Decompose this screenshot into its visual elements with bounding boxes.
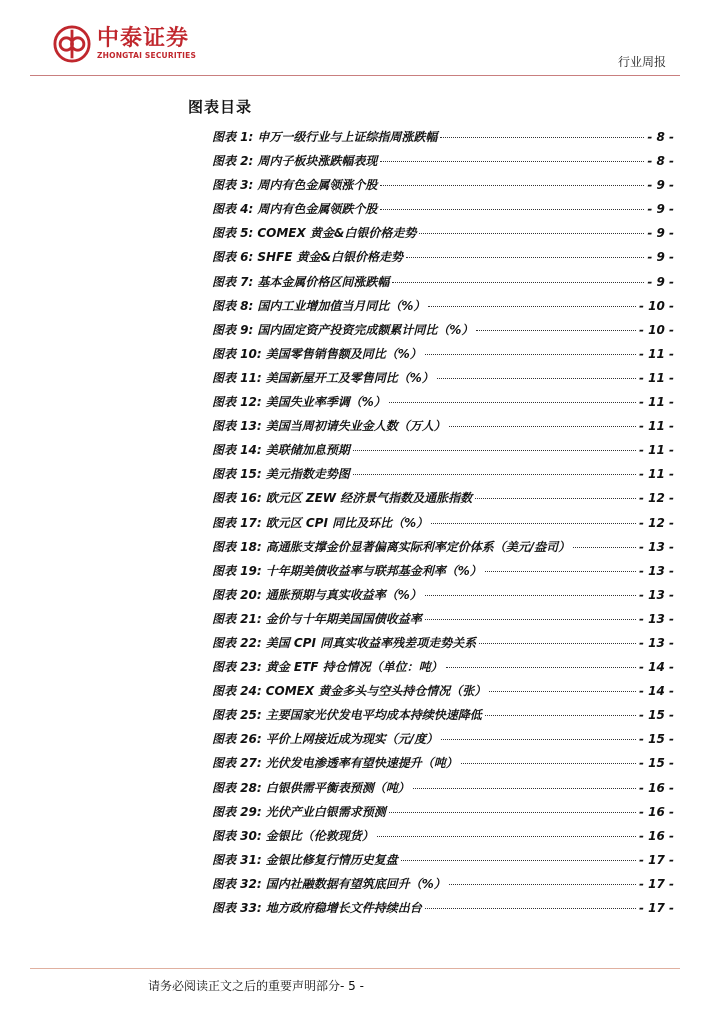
toc-entry-label: 图表 1: xyxy=(212,130,254,144)
toc-entry-page: - 16 - xyxy=(638,780,674,795)
toc-entry-title xyxy=(212,803,386,820)
toc-entry-label: 图表 20: xyxy=(212,587,262,602)
toc-entry-label: 图表 31: xyxy=(212,852,262,867)
toc-entry[interactable] xyxy=(212,538,674,562)
toc-entry-label: 图表 28: xyxy=(212,780,262,795)
toc-entry[interactable] xyxy=(212,754,674,778)
toc-entry-text: 申万一级行业与上证综指周涨跌幅 xyxy=(257,130,438,144)
toc-leader-dots xyxy=(449,884,636,885)
toc-leader-dots xyxy=(428,306,636,307)
toc-list xyxy=(212,128,674,923)
toc-leader-dots xyxy=(353,450,636,451)
toc-entry-text: 基本金属价格区间涨跌幅 xyxy=(257,274,390,289)
toc-entry[interactable] xyxy=(212,779,674,803)
toc-entry-page: - 15 - xyxy=(638,708,674,723)
toc-entry-text: 十年期美债收益率与联邦基金利率（%） xyxy=(265,563,482,578)
toc-entry-text: 欧元区 ZEW 经济景气指数及通胀指数 xyxy=(265,491,473,506)
toc-entry[interactable] xyxy=(212,248,674,272)
toc-entry-title xyxy=(212,658,443,675)
toc-entry-page: - 15 - xyxy=(638,756,674,771)
toc-leader-dots xyxy=(353,474,636,475)
toc-entry[interactable] xyxy=(212,297,674,321)
toc-entry-title xyxy=(212,754,458,771)
toc-entry[interactable] xyxy=(212,417,674,441)
toc-leader-dots xyxy=(380,161,644,162)
toc-entry-title xyxy=(212,465,350,482)
toc-entry-text: 金银比（伦敦现货） xyxy=(265,828,374,843)
toc-entry-page: - 11 - xyxy=(638,370,674,385)
toc-entry-page: - 13 - xyxy=(638,563,674,578)
toc-entry-page: - 12 - xyxy=(638,491,674,506)
toc-entry-label: 图表 27: xyxy=(212,756,262,771)
toc-entry-text: 金银比修复行情历史复盘 xyxy=(265,852,398,867)
toc-entry[interactable] xyxy=(212,152,674,176)
toc-entry-text: 美元指数走势图 xyxy=(265,467,350,482)
toc-entry-text: 周内子板块涨跌幅表现 xyxy=(257,154,378,169)
toc-entry-title xyxy=(212,610,422,627)
toc-entry-text: 美国失业率季调（%） xyxy=(265,395,386,410)
toc-entry-page: - 16 - xyxy=(638,804,674,819)
toc-entry[interactable] xyxy=(212,730,674,754)
toc-entry-title xyxy=(212,224,416,241)
toc-entry-title xyxy=(212,586,422,603)
report-type: 行业周报 xyxy=(618,55,667,69)
toc-entry-title xyxy=(212,369,434,386)
toc-leader-dots xyxy=(441,739,636,740)
toc-entry-title xyxy=(212,899,422,916)
toc-leader-dots xyxy=(440,137,644,138)
toc-entry-text: 平价上网接近成为现实（元/度） xyxy=(265,732,439,747)
toc-entry-text: 国内社融数据有望筑底回升（%） xyxy=(265,876,446,891)
toc-entry-page: - 11 - xyxy=(638,467,674,482)
toc-entry-text: 金价与十年期美国国债收益率 xyxy=(265,611,422,626)
toc-entry-label: 图表 23: xyxy=(212,660,262,675)
toc-entry-text: 国内工业增加值当月同比（%） xyxy=(257,298,426,313)
toc-leader-dots xyxy=(425,908,636,909)
toc-entry-title xyxy=(212,706,482,723)
toc-entry-label: 图表 32: xyxy=(212,876,262,891)
toc-entry-title xyxy=(212,417,446,434)
toc-leader-dots xyxy=(437,378,636,379)
toc-entry-text: 光伏发电渗透率有望快速提升（吨） xyxy=(265,756,458,771)
toc-entry[interactable] xyxy=(212,875,674,899)
toc-entry-label: 图表 33: xyxy=(212,901,262,915)
toc-entry-label: 图表 8: xyxy=(212,298,254,313)
toc-leader-dots xyxy=(485,571,636,572)
toc-entry-text: 光伏产业白银需求预测 xyxy=(265,804,386,819)
toc-entry[interactable] xyxy=(212,514,674,538)
toc-entry-label: 图表 24: xyxy=(212,684,262,699)
toc-entry-text: 周内有色金属领跌个股 xyxy=(257,202,378,217)
page-header xyxy=(0,0,724,80)
toc-entry-title xyxy=(212,875,446,892)
toc-entry-label: 图表 30: xyxy=(212,828,262,843)
toc-entry-title xyxy=(212,538,570,555)
toc-entry-text: 黄金 ETF 持仓情况（单位：吨） xyxy=(265,660,443,675)
toc-entry[interactable] xyxy=(212,128,674,152)
toc-entry-page: - 14 - xyxy=(638,684,674,699)
toc-leader-dots xyxy=(413,788,636,789)
toc-entry[interactable] xyxy=(212,827,674,851)
toc-entry-text: COMEX 黄金多头与空头持仓情况（张） xyxy=(265,684,487,699)
toc-entry-title xyxy=(212,779,410,796)
toc-entry-page: - 12 - xyxy=(638,515,674,530)
toc-entry-label: 图表 12: xyxy=(212,395,262,410)
toc-entry-label: 图表 10: xyxy=(212,346,262,361)
toc-leader-dots xyxy=(475,498,636,499)
toc-entry[interactable] xyxy=(212,489,674,513)
toc-entry-label: 图表 11: xyxy=(212,370,262,385)
toc-entry-page: - 13 - xyxy=(638,539,674,554)
toc-leader-dots xyxy=(425,619,636,620)
toc-entry-page: - 11 - xyxy=(638,346,674,361)
toc-leader-dots xyxy=(377,836,636,837)
toc-entry-text: SHFE 黄金&白银价格走势 xyxy=(257,250,404,265)
toc-entry-text: 美国新屋开工及零售同比（%） xyxy=(265,370,434,385)
toc-entry-page: - 9 - xyxy=(647,202,674,217)
toc-entry-label: 图表 6: xyxy=(212,250,254,265)
toc-entry-title xyxy=(212,297,425,314)
logo-text xyxy=(97,27,196,61)
toc-entry-page: - 16 - xyxy=(638,828,674,843)
toc-entry-title xyxy=(212,682,486,699)
toc-leader-dots xyxy=(425,595,636,596)
toc-entry-title xyxy=(212,200,377,217)
header-divider xyxy=(30,75,680,76)
toc-entry[interactable] xyxy=(212,441,674,465)
toc-entry[interactable] xyxy=(212,200,674,224)
toc-entry-page: - 9 - xyxy=(647,250,674,265)
toc-entry-title xyxy=(212,152,377,169)
toc-entry-title xyxy=(212,248,403,265)
toc-entry-page: - 13 - xyxy=(638,635,674,650)
toc-entry-title xyxy=(212,273,389,290)
toc-entry-page: - 11 - xyxy=(638,443,674,458)
toc-leader-dots xyxy=(476,330,636,331)
footer-divider xyxy=(30,968,680,969)
toc-entry-text: 通胀预期与真实收益率（%） xyxy=(265,587,422,602)
toc-entry-page: - 17 - xyxy=(638,852,674,867)
toc-leader-dots xyxy=(389,812,636,813)
toc-entry[interactable] xyxy=(212,465,674,489)
toc-entry-label: 图表 9: xyxy=(212,322,254,337)
toc-entry[interactable] xyxy=(212,634,674,658)
toc-entry-title xyxy=(212,514,428,531)
toc-leader-dots xyxy=(431,523,636,524)
toc-entry-page: - 11 - xyxy=(638,419,674,434)
toc-entry-label: 图表 21: xyxy=(212,611,262,626)
toc-entry-page: - 14 - xyxy=(638,660,674,675)
toc-entry-label: 图表 3: xyxy=(212,178,254,193)
company-logo xyxy=(53,25,196,63)
toc-entry-page: - 9 - xyxy=(647,274,674,289)
toc-entry[interactable] xyxy=(212,273,674,297)
toc-leader-dots xyxy=(461,763,636,764)
toc-entry-title xyxy=(212,489,472,506)
toc-entry-text: 美国当周初请失业金人数（万人） xyxy=(265,419,446,434)
toc-entry-text: 主要国家光伏发电平均成本持续快速降低 xyxy=(265,708,482,723)
toc-entry[interactable] xyxy=(212,562,674,586)
toc-entry-page: - 9 - xyxy=(647,178,674,193)
toc-entry-title xyxy=(212,176,377,193)
toc-entry-label: 图表 15: xyxy=(212,467,262,482)
toc-entry-text: 国内固定资产投资完成额累计同比（%） xyxy=(257,322,474,337)
toc-entry-title xyxy=(212,441,350,458)
toc-leader-dots xyxy=(479,643,636,644)
toc-entry-title xyxy=(212,827,374,844)
toc-entry-page: - 10 - xyxy=(638,298,674,313)
footer-disclaimer: 请务必阅读正文之后的重要声明部分- 5 - xyxy=(148,979,364,993)
toc-leader-dots xyxy=(401,860,636,861)
toc-entry[interactable] xyxy=(212,682,674,706)
toc-entry-label: 图表 2: xyxy=(212,154,254,169)
toc-entry-title xyxy=(212,851,398,868)
toc-leader-dots xyxy=(485,715,636,716)
toc-entry-label: 图表 22: xyxy=(212,635,262,650)
toc-entry-label: 图表 7: xyxy=(212,274,254,289)
toc-entry-label: 图表 13: xyxy=(212,419,262,434)
toc-entry-label: 图表 4: xyxy=(212,202,254,217)
toc-leader-dots xyxy=(449,426,636,427)
toc-entry-label: 图表 14: xyxy=(212,443,262,458)
toc-entry-text: 美国零售销售额及同比（%） xyxy=(265,346,422,361)
toc-entry-text: 白银供需平衡表预测（吨） xyxy=(265,780,410,795)
toc-leader-dots xyxy=(406,257,644,258)
toc-leader-dots xyxy=(392,282,644,283)
toc-entry-text: COMEX 黄金&白银价格走势 xyxy=(257,226,417,241)
toc-entry[interactable] xyxy=(212,610,674,634)
toc-entry-page: - 8 - xyxy=(647,154,674,169)
toc-entry-page: - 13 - xyxy=(638,611,674,626)
toc-entry-title xyxy=(212,393,386,410)
toc-entry-label: 图表 16: xyxy=(212,491,262,506)
logo-chinese-name: 中泰证券 xyxy=(97,26,190,51)
toc-entry-text: 美国 CPI 同真实收益率残差项走势关系 xyxy=(265,635,477,650)
toc-entry-title xyxy=(212,730,438,747)
toc-leader-dots xyxy=(446,667,636,668)
toc-leader-dots xyxy=(380,185,644,186)
toc-entry-text: 欧元区 CPI 同比及环比（%） xyxy=(265,515,429,530)
toc-entry[interactable] xyxy=(212,899,674,923)
toc-entry-title xyxy=(212,634,476,651)
toc-entry-page: - 15 - xyxy=(638,732,674,747)
toc-entry[interactable] xyxy=(212,803,674,827)
toc-entry[interactable] xyxy=(212,851,674,875)
toc-entry[interactable] xyxy=(212,321,674,345)
toc-title: 图表目录 xyxy=(188,98,253,116)
toc-entry-label: 图表 5: xyxy=(212,226,254,241)
toc-entry-label: 图表 29: xyxy=(212,804,262,819)
zhongtai-logo-icon xyxy=(53,25,91,63)
toc-entry-page: - 8 - xyxy=(647,130,674,144)
toc-leader-dots xyxy=(425,354,636,355)
toc-entry-page: - 17 - xyxy=(638,901,674,915)
toc-leader-dots xyxy=(389,402,636,403)
toc-entry[interactable] xyxy=(212,586,674,610)
toc-leader-dots xyxy=(573,547,636,548)
toc-entry-label: 图表 18: xyxy=(212,539,262,554)
toc-entry-page: - 13 - xyxy=(638,587,674,602)
toc-entry-title xyxy=(212,562,482,579)
toc-entry[interactable] xyxy=(212,224,674,248)
toc-entry[interactable] xyxy=(212,176,674,200)
toc-entry-text: 地方政府稳增长文件持续出台 xyxy=(265,901,422,915)
toc-entry-page: - 10 - xyxy=(638,322,674,337)
toc-entry-label: 图表 17: xyxy=(212,515,262,530)
toc-entry[interactable] xyxy=(212,369,674,393)
toc-entry-label: 图表 26: xyxy=(212,732,262,747)
toc-entry[interactable] xyxy=(212,393,674,417)
toc-leader-dots xyxy=(419,233,644,234)
toc-entry-page: - 9 - xyxy=(647,226,674,241)
toc-entry-label: 图表 19: xyxy=(212,563,262,578)
toc-entry-page: - 17 - xyxy=(638,876,674,891)
toc-entry-page: - 11 - xyxy=(638,395,674,410)
toc-entry-title xyxy=(212,345,422,362)
toc-entry-label: 图表 25: xyxy=(212,708,262,723)
toc-leader-dots xyxy=(489,691,636,692)
toc-entry[interactable] xyxy=(212,658,674,682)
logo-english-name: ZHONGTAI SECURITIES xyxy=(97,51,197,60)
toc-entry-text: 美联储加息预期 xyxy=(265,443,350,458)
toc-leader-dots xyxy=(380,209,644,210)
toc-entry-text: 高通胀支撑金价显著偏离实际利率定价体系（美元/盎司） xyxy=(265,539,571,554)
toc-entry[interactable] xyxy=(212,706,674,730)
toc-entry-text: 周内有色金属领涨个股 xyxy=(257,178,378,193)
toc-entry-title xyxy=(212,321,473,338)
toc-entry-title xyxy=(212,128,437,145)
toc-entry[interactable] xyxy=(212,345,674,369)
